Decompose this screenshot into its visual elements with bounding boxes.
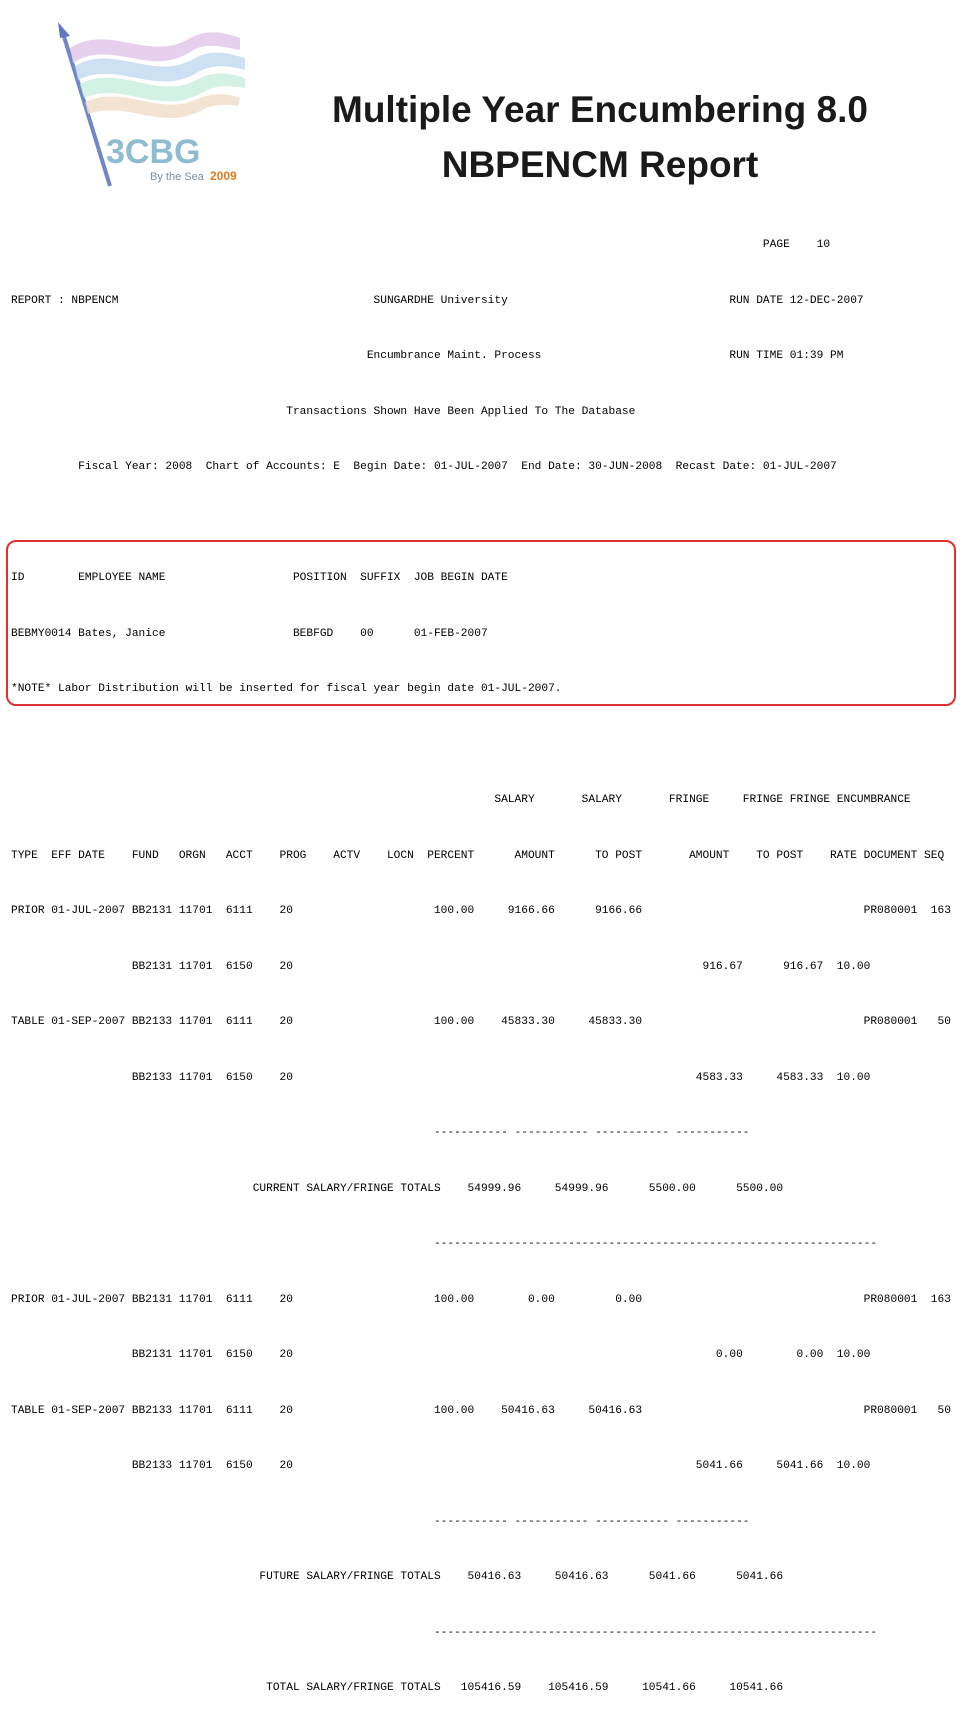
conference-logo — [40, 18, 260, 198]
report-line: ------------------------------------------------------------------ — [11, 1626, 878, 1639]
report-line: TABLE 01-SEP-2007 BB2133 11701 6111 20 100.00 45833.30 45833.30 PR080001 50 — [11, 1016, 951, 1028]
report-line: FUTURE SALARY/FRINGE TOTALS 50416.63 50416.63 5041.66 5041.66 — [11, 1571, 784, 1583]
report-line: BB2133 11701 6150 20 5041.66 5041.66 10.00 — [11, 1460, 871, 1472]
report-line: PAGE 10 — [11, 239, 831, 251]
report-line: BB2131 11701 6150 20 916.67 916.67 10.00 — [11, 960, 871, 973]
report-line: REPORT : NBPENCM SUNGARDHE University RUN DATE 12-DEC-2007 — [11, 294, 864, 307]
report-line: Fiscal Year: 2008 Chart of Accounts: E Begin Date: 01-JUL-2007 End Date: 30-JUN-2008 Recast Date: 01-JUL-2007 — [11, 461, 837, 473]
report-line: ----------- ----------- ----------- ----------- — [11, 1127, 750, 1139]
report-line — [11, 514, 951, 533]
report-line: CURRENT SALARY/FRINGE TOTALS 54999.96 54999.96 5500.00 5500.00 — [11, 1182, 784, 1195]
report-line: ------------------------------------------------------------------ — [11, 1238, 878, 1250]
flag-pole-tip — [58, 22, 70, 38]
report-line: *NOTE* Labor Distribution will be inserted for fiscal year begin date 01-JUL-2007. — [11, 683, 562, 695]
slide-subtitle: NBPENCM Report — [441, 144, 759, 185]
report-line: ID EMPLOYEE NAME POSITION SUFFIX JOB BEGIN DATE — [11, 572, 508, 584]
slide-title: Multiple Year Encumbering 8.0 — [332, 89, 868, 130]
report-line: BEBMY0014 Bates, Janice BEBFGD 00 01-FEB-2007 — [11, 627, 488, 640]
report-line: SALARY SALARY FRINGE FRINGE FRINGE ENCUMBRANCE — [11, 794, 911, 806]
report-line: PRIOR 01-JUL-2007 BB2131 11701 6111 20 100.00 0.00 0.00 PR080001 163 — [11, 1293, 951, 1306]
logo-text: 3CBG — [106, 133, 201, 171]
logo-tagline: By the Sea — [150, 171, 204, 183]
report-line: BB2131 11701 6150 20 0.00 0.00 10.00 — [11, 1349, 871, 1361]
report-line: TABLE 01-SEP-2007 BB2133 11701 6111 20 100.00 50416.63 50416.63 PR080001 50 — [11, 1404, 951, 1417]
report-line: ----------- ----------- ----------- ----------- — [11, 1515, 750, 1528]
report-line: PRIOR 01-JUL-2007 BB2131 11701 6111 20 100.00 9166.66 9166.66 PR080001 163 — [11, 905, 951, 917]
report-line: Transactions Shown Have Been Applied To The Database — [11, 405, 636, 418]
report-line — [11, 736, 951, 755]
report-line: BB2133 11701 6150 20 4583.33 4583.33 10.00 — [11, 1071, 871, 1084]
report-output — [11, 199, 951, 1716]
report-line: TOTAL SALARY/FRINGE TOTALS 105416.59 105416.59 10541.66 10541.66 — [11, 1682, 784, 1694]
logo-year: 2009 — [210, 169, 237, 183]
report-line: Encumbrance Maint. Process RUN TIME 01:39 PM — [11, 350, 844, 362]
future-encumbrance-highlight — [6, 540, 956, 706]
report-line: TYPE EFF DATE FUND ORGN ACCT PROG ACTV LOCN PERCENT AMOUNT TO POST AMOUNT TO POST RATE DOCUMENT SEQ — [11, 849, 945, 862]
